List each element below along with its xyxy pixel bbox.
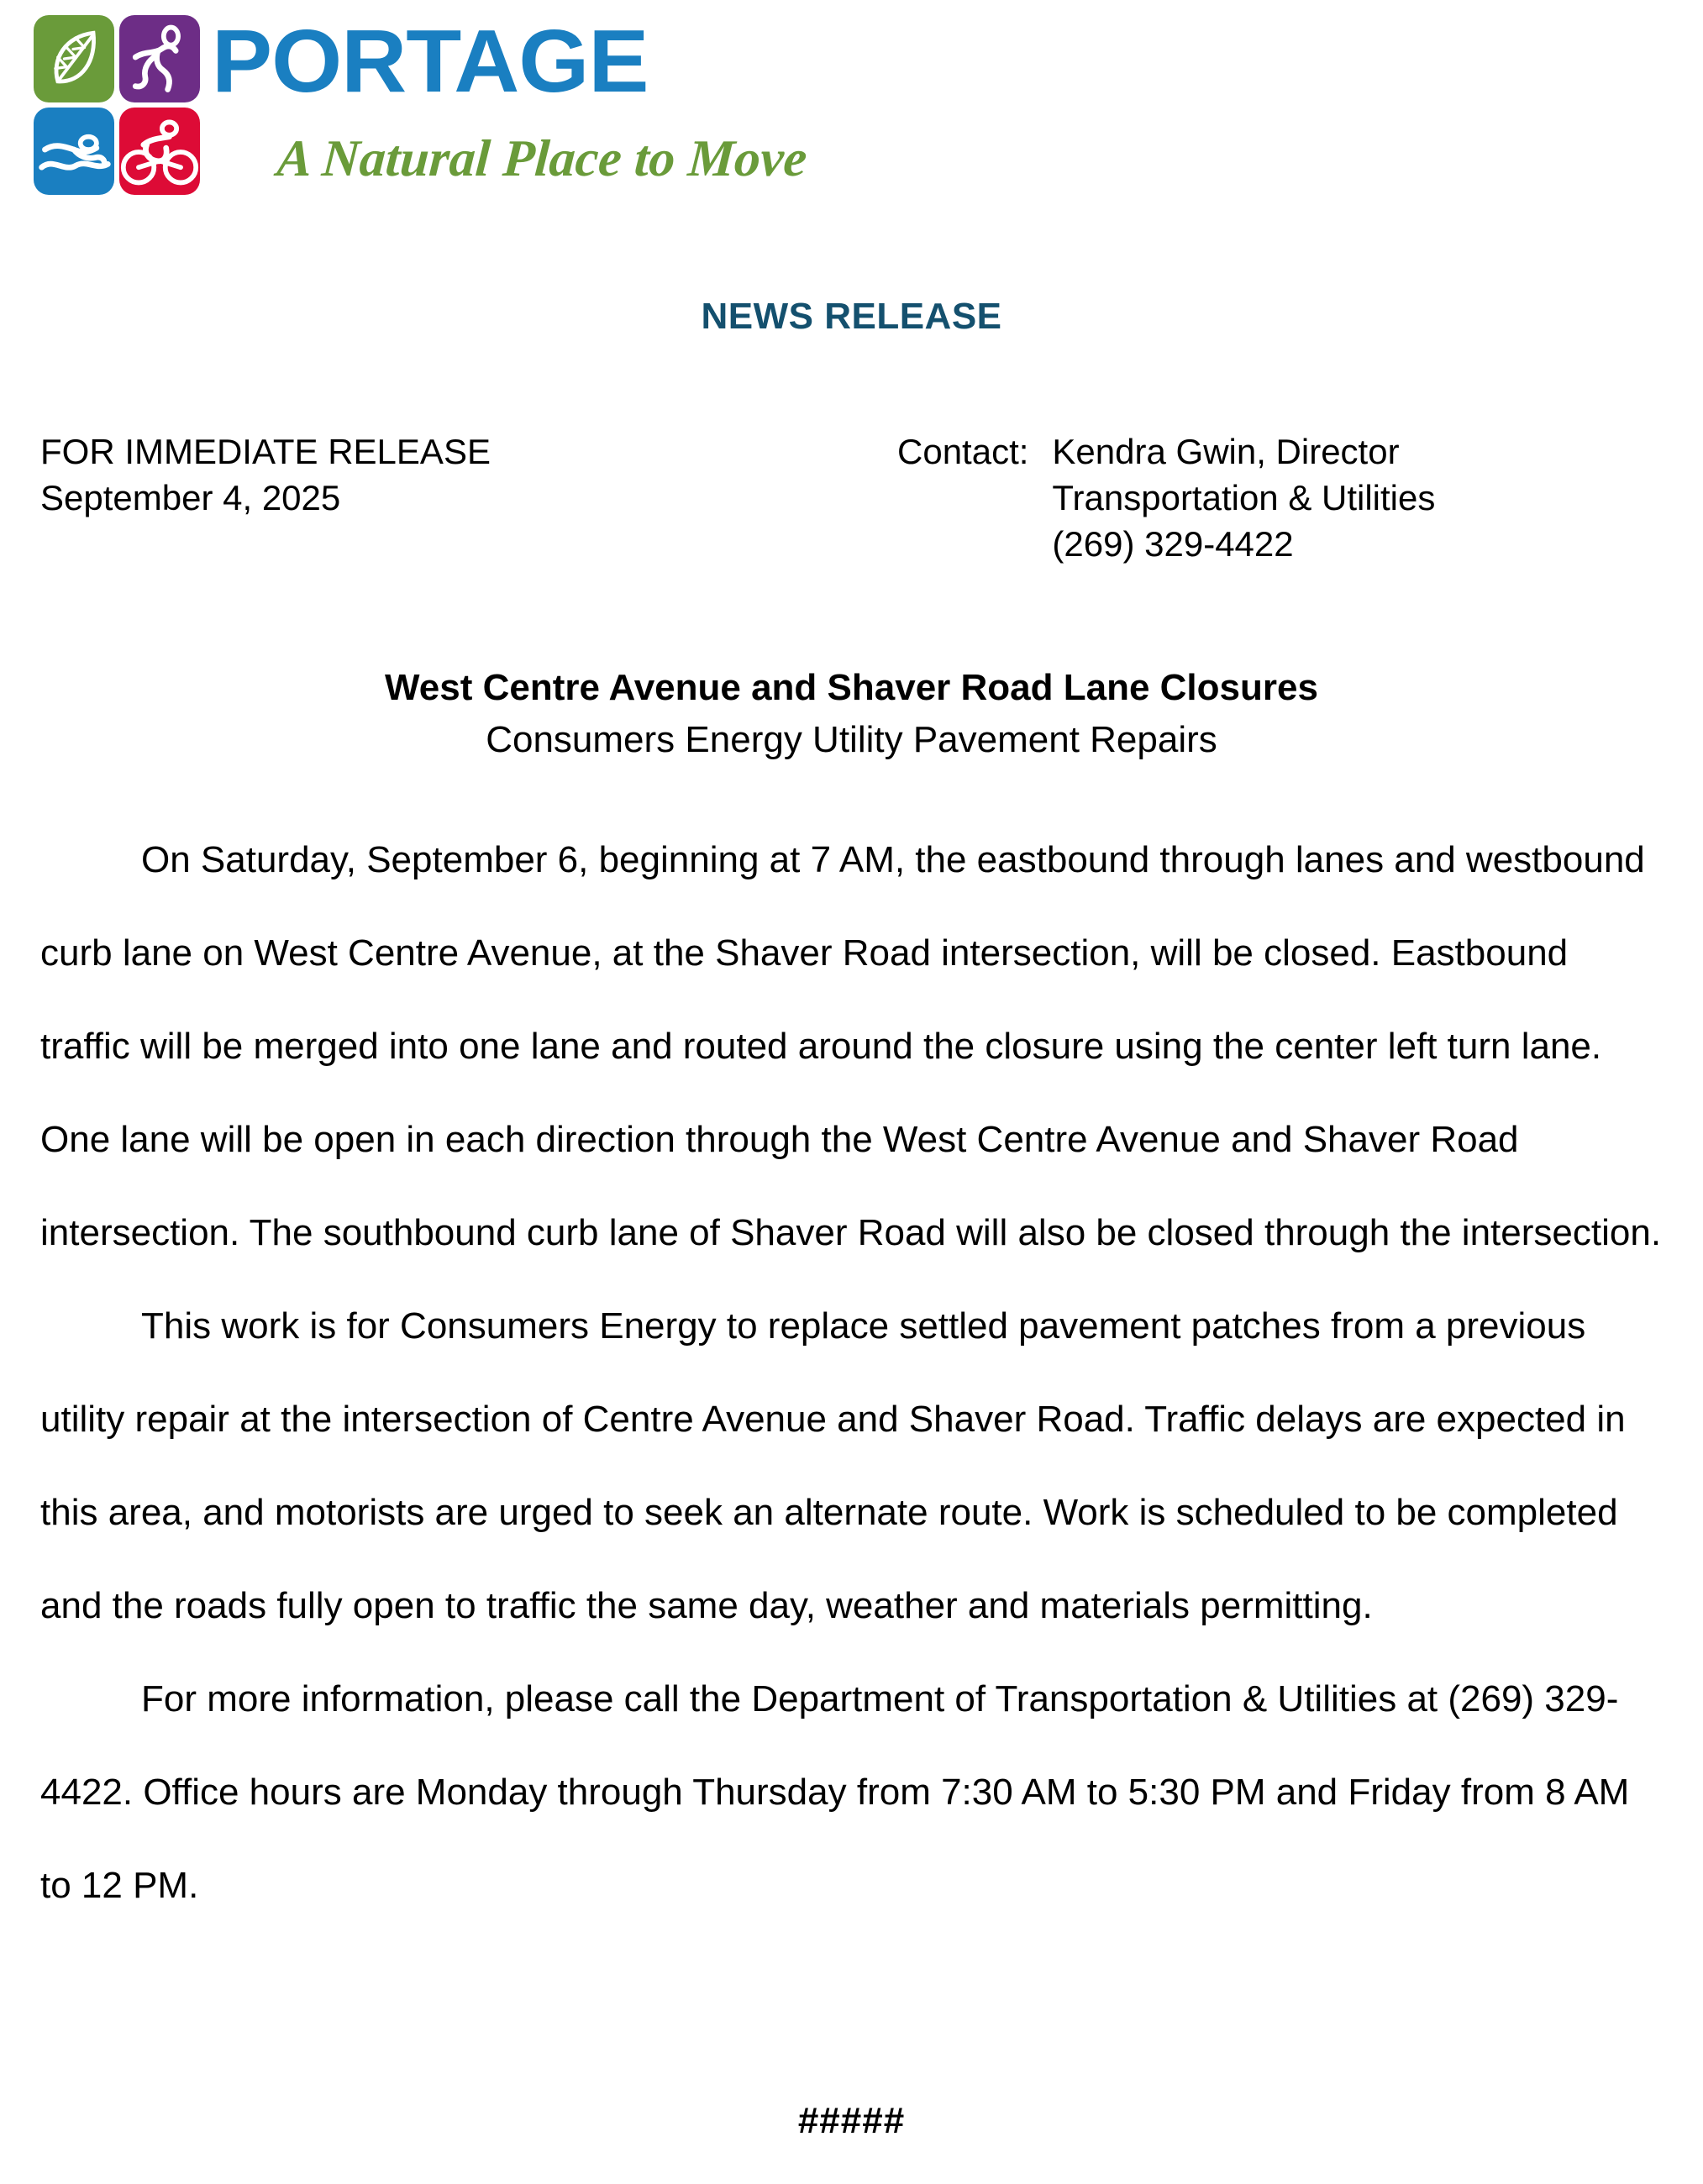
for-immediate-release-label: FOR IMMEDIATE RELEASE: [40, 432, 491, 471]
news-release-heading: NEWS RELEASE: [701, 296, 1002, 337]
contact-name: Kendra Gwin, Director: [1052, 432, 1400, 471]
runner-icon: [119, 15, 200, 102]
release-timing-block: [40, 428, 897, 521]
release-subheadline: Consumers Energy Utility Pavement Repairs: [486, 719, 1217, 760]
body-paragraph: On Saturday, September 6, beginning at 7 AM, the eastbound through lanes and westbound curb lane on West Centre Avenue, at the Shaver Road intersection, will be closed. Eastbound traffic will be merged into one lane and routed around the closure using the center left turn lane. One lane will be open in each direction through the West Centre Avenue and Shaver Road intersection. The southbound curb lane of Shaver Road will also be closed through the intersection.: [40, 839, 1662, 1253]
contact-department: Transportation & Utilities: [1052, 478, 1436, 517]
body-paragraph: This work is for Consumers Energy to replace settled pavement patches from a previous utility repair at the intersection of Centre Avenue and Shaver Road. Traffic delays are expected in this area, and motorists are urged to seek an alternate route. Work is scheduled to be completed and the roads fully open to traffic the same day, weather and materials permitting.: [40, 1305, 1626, 1626]
contact-block: [897, 428, 1670, 567]
end-of-release-mark: #####: [797, 2100, 906, 2141]
body-paragraph: For more information, please call the Department of Transportation & Utilities at (269) 329-4422. Office hours are Monday through Thursday from 7:30 AM to 5:30 PM and Friday from 8 AM to 12 PM.: [40, 1678, 1630, 1906]
leaf-icon: [34, 15, 114, 102]
swimmer-icon: [34, 108, 114, 195]
release-body: [40, 813, 1662, 1932]
release-meta-row: [40, 428, 1670, 567]
contact-phone: (269) 329-4422: [1052, 524, 1294, 564]
contact-label: Contact:: [897, 432, 1029, 471]
portage-logo: [34, 12, 809, 200]
contact-details: [1052, 428, 1435, 567]
portage-tagline: A Natural Place to Move: [275, 130, 809, 187]
release-headline: West Centre Avenue and Shaver Road Lane Closures: [385, 667, 1318, 708]
release-date: September 4, 2025: [40, 478, 341, 517]
portage-wordmark: PORTAGE: [212, 12, 649, 111]
cyclist-icon: [119, 108, 200, 195]
logo-icon-tiles: [34, 15, 202, 197]
